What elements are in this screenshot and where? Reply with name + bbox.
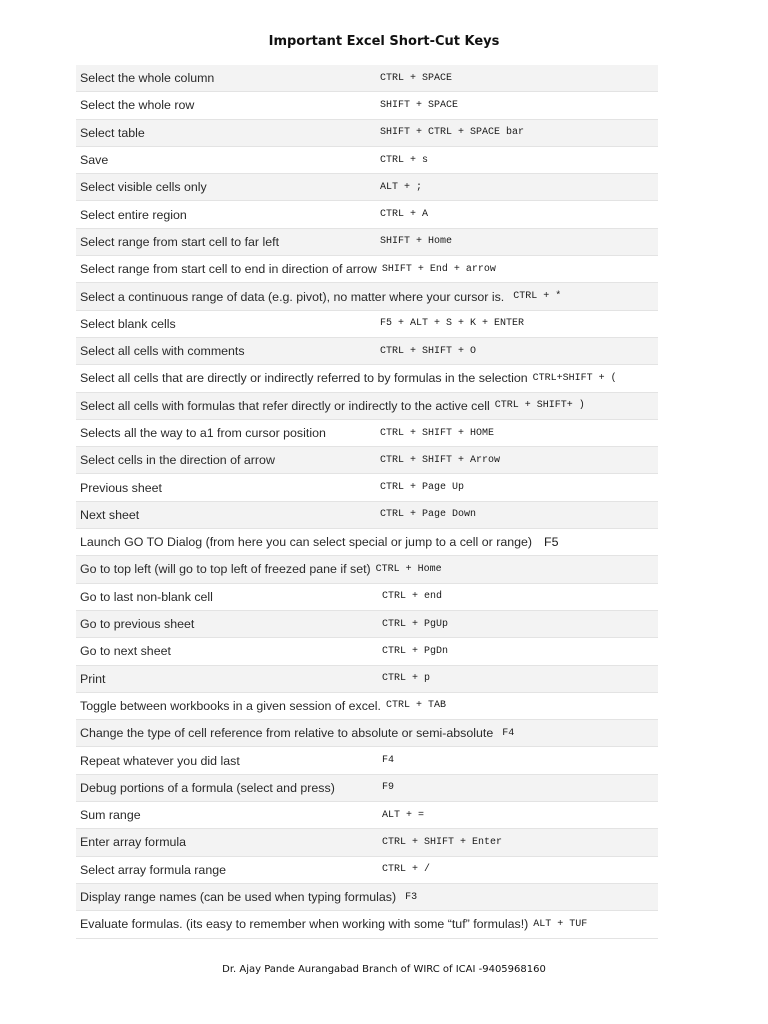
row-description: Evaluate formulas. (its easy to remember when working with some “tuf” formulas!) [80, 917, 529, 932]
table-row [76, 283, 658, 310]
row-shortcut: SHIFT + End + arrow [381, 263, 496, 275]
row-description: Change the type of cell reference from relative to absolute or semi-absolute [80, 726, 494, 741]
row-shortcut: CTRL + A [380, 209, 429, 221]
row-shortcut: CTRL + SPACE [380, 72, 453, 84]
table-row [76, 447, 658, 474]
row-description: Select all cells with formulas that refer directly or indirectly to the active cell [80, 398, 490, 413]
row-description: Select all cells with comments [80, 344, 245, 359]
row-description: Go to last non-blank cell [80, 589, 213, 604]
table-row [76, 92, 658, 119]
row-shortcut: CTRL + * [513, 291, 562, 303]
table-row [76, 311, 658, 338]
row-description: Display range names (can be used when typing formulas) [80, 890, 397, 905]
row-shortcut: ALT + = [382, 809, 425, 821]
table-row [76, 174, 658, 201]
table-row [76, 775, 658, 802]
row-description: Go to previous sheet [80, 617, 195, 632]
row-description: Repeat whatever you did last [80, 753, 240, 768]
row-shortcut: CTRL + / [382, 864, 431, 876]
row-description: Select blank cells [80, 316, 176, 331]
table-row [76, 65, 658, 92]
table-row [76, 120, 658, 147]
row-shortcut: CTRL + p [382, 673, 431, 685]
row-description: Enter array formula [80, 835, 187, 850]
row-shortcut: CTRL + Page Up [380, 482, 465, 494]
row-shortcut: ALT + TUF [533, 918, 588, 930]
table-row [76, 829, 658, 856]
table-row [76, 720, 658, 747]
row-description: Select range from start cell to far left [80, 234, 280, 249]
row-description: Go to next sheet [80, 644, 171, 659]
table-row [76, 666, 658, 693]
row-shortcut: CTRL + SHIFT+ ) [494, 400, 585, 412]
row-shortcut: CTRL + SHIFT + Arrow [380, 454, 501, 466]
row-description: Launch GO TO Dialog (from here you can select special or jump to a cell or range) [80, 535, 533, 550]
table-row [76, 420, 658, 447]
row-shortcut: F9 [382, 782, 395, 794]
row-shortcut: F5 + ALT + S + K + ENTER [380, 318, 525, 330]
table-row [76, 638, 658, 665]
row-shortcut: CTRL + s [380, 154, 429, 166]
row-shortcut: CTRL + TAB [386, 700, 447, 712]
row-shortcut: F3 [405, 891, 418, 903]
table-row [76, 611, 658, 638]
row-description: Previous sheet [80, 480, 162, 495]
table-row [76, 556, 658, 583]
page-title: Important Excel Short-Cut Keys [268, 34, 500, 49]
row-shortcut: CTRL + SHIFT + Enter [382, 836, 503, 848]
row-shortcut: CTRL + Home [375, 563, 442, 575]
table-row [76, 747, 658, 774]
row-description: Save [80, 153, 109, 168]
row-description: Select table [80, 125, 145, 140]
table-row [76, 884, 658, 911]
table-row [76, 393, 658, 420]
row-shortcut: CTRL + Page Down [380, 509, 477, 521]
table-row [76, 911, 658, 938]
footer-credit: Dr. Ajay Pande Aurangabad Branch of WIRC of ICAI -9405968160 [222, 964, 546, 975]
shortcut-table [76, 65, 658, 939]
row-description: Select cells in the direction of arrow [80, 453, 275, 468]
row-description: Go to top left (will go to top left of freezed pane if set) [80, 562, 371, 577]
row-description: Select range from start cell to end in direction of arrow [80, 262, 377, 277]
table-row [76, 201, 658, 228]
table-row [76, 474, 658, 501]
row-description: Select a continuous range of data (e.g. pivot), no matter where your cursor is. [80, 289, 505, 304]
table-row [76, 584, 658, 611]
row-shortcut: F4 [502, 727, 515, 739]
table-row [76, 147, 658, 174]
row-description: Select entire region [80, 207, 187, 222]
row-description: Selects all the way to a1 from cursor position [80, 426, 326, 440]
table-row [76, 529, 658, 556]
row-shortcut: ALT + ; [380, 181, 423, 193]
row-shortcut: CTRL+SHIFT + ( [532, 372, 617, 384]
row-description: Print [80, 671, 106, 686]
row-description: Debug portions of a formula (select and press) [80, 780, 335, 795]
row-description: Sum range [80, 808, 141, 823]
table-row [76, 502, 658, 529]
row-shortcut: F5 [544, 535, 559, 550]
table-row [76, 693, 658, 720]
row-shortcut: CTRL + SHIFT + O [380, 345, 477, 357]
row-shortcut: CTRL + PgDn [382, 645, 449, 657]
row-shortcut: CTRL + SHIFT + HOME [380, 427, 495, 439]
row-shortcut: CTRL + end [382, 591, 443, 603]
row-shortcut: SHIFT + Home [380, 236, 453, 248]
table-row [76, 256, 658, 283]
table-row [76, 857, 658, 884]
row-shortcut: SHIFT + CTRL + SPACE bar [380, 127, 525, 139]
row-description: Select visible cells only [80, 180, 207, 195]
row-shortcut: SHIFT + SPACE [380, 99, 459, 111]
row-description: Select the whole row [80, 98, 195, 113]
row-description: Select array formula range [80, 862, 227, 877]
row-description: Next sheet [80, 507, 140, 522]
row-description: Select the whole column [80, 71, 215, 86]
row-shortcut: F4 [382, 755, 395, 767]
row-shortcut: CTRL + PgUp [382, 618, 449, 630]
row-description: Select all cells that are directly or indirectly referred to by formulas in the selection [80, 371, 528, 386]
table-row [76, 338, 658, 365]
table-row [76, 365, 658, 392]
table-row [76, 802, 658, 829]
table-row [76, 229, 658, 256]
row-description: Toggle between workbooks in a given session of excel. [80, 698, 381, 713]
